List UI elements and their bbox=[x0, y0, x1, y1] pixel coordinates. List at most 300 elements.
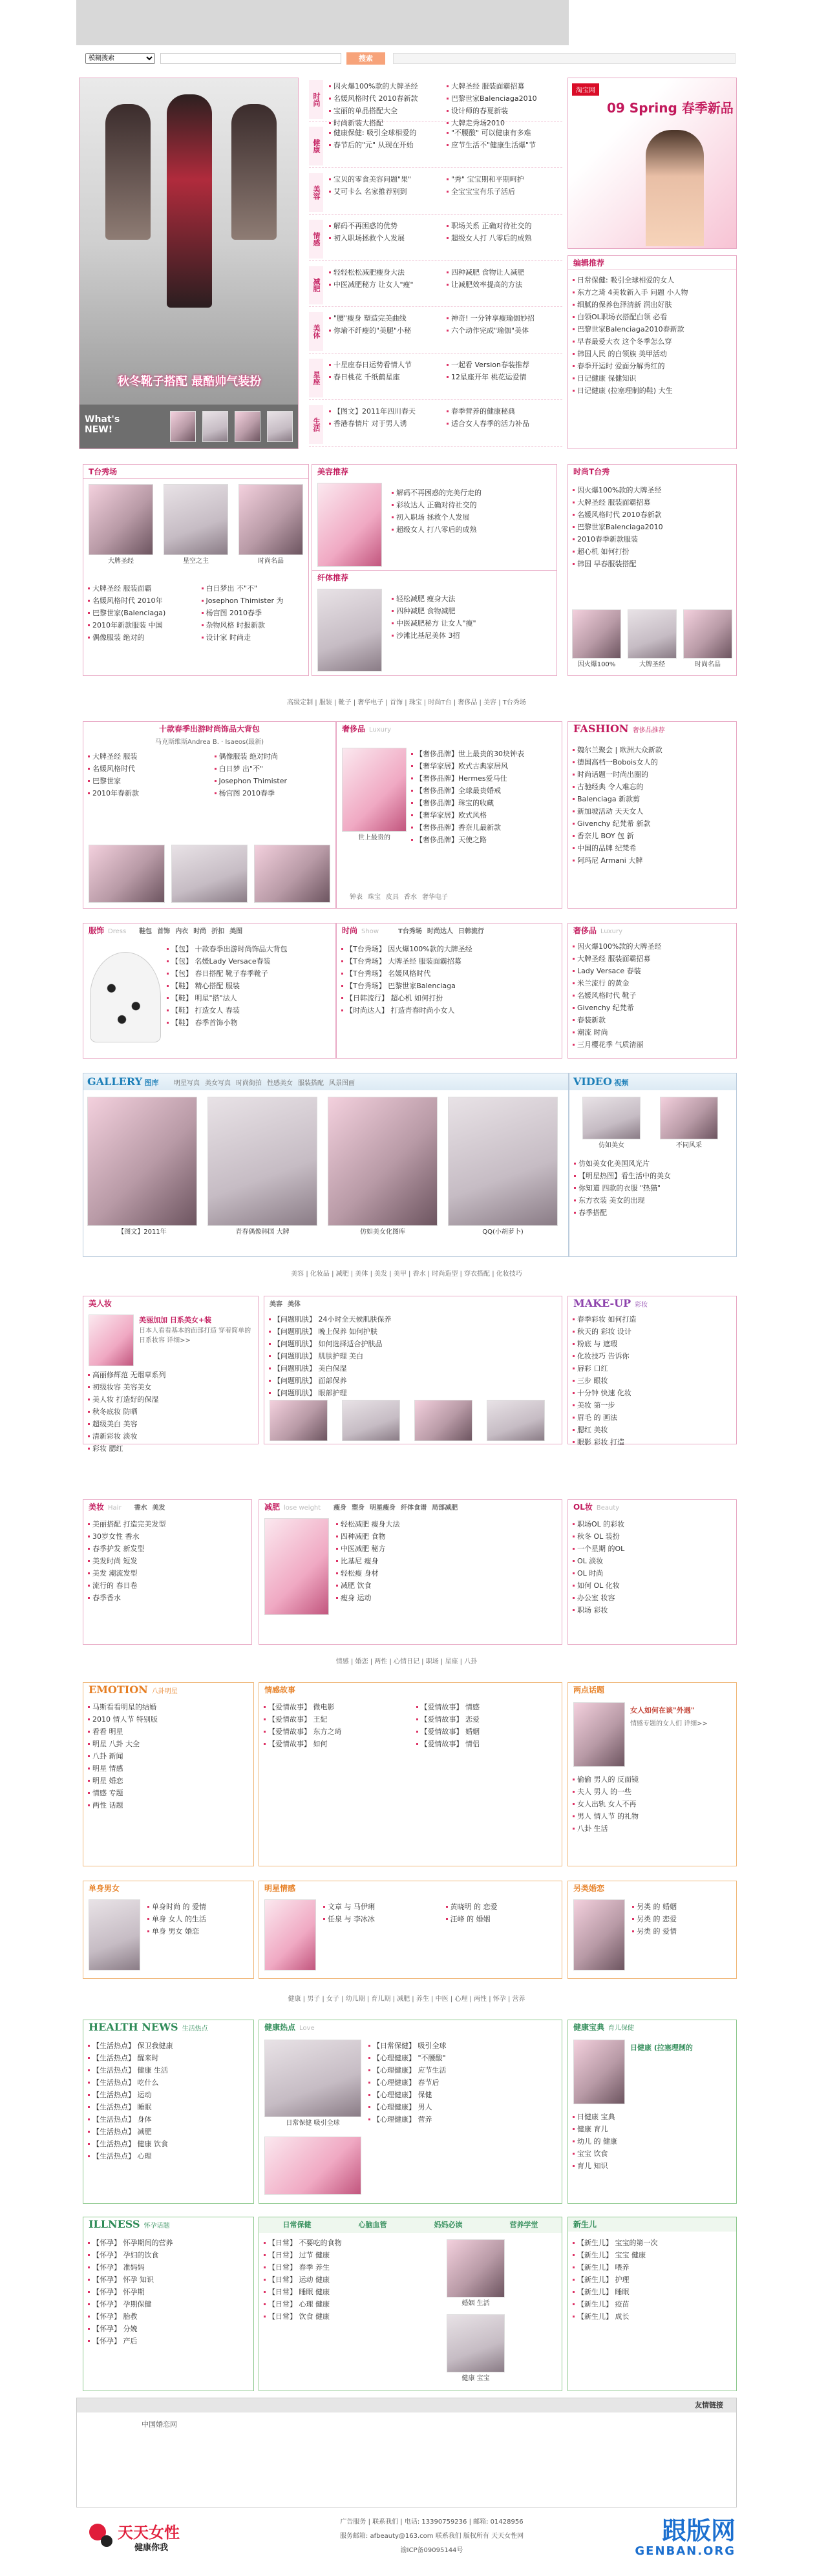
topic-group-label[interactable]: 情感 bbox=[309, 220, 323, 259]
list-item[interactable]: 名媛风格时代 2010春新款 bbox=[571, 509, 732, 521]
list-item[interactable]: 女人出轨 女人不再 bbox=[571, 1798, 732, 1810]
list-item[interactable]: 初入职场 拯救个人发展 bbox=[390, 511, 551, 523]
tab[interactable]: 皮具 bbox=[386, 894, 399, 901]
nav-link[interactable]: 减肥 bbox=[397, 1996, 410, 2003]
list-item[interactable]: 【T台秀场】 名媛风格时代 bbox=[339, 967, 559, 980]
nav-link[interactable]: 养生 bbox=[416, 1996, 429, 2003]
list-item[interactable]: 【奢侈品牌】全球最贵婚戒 bbox=[409, 785, 559, 797]
list-item[interactable]: 腮红 美妆 bbox=[571, 1424, 732, 1436]
tab[interactable]: 折扣 bbox=[211, 928, 225, 935]
list-item[interactable]: Givenchy 纪梵希 新款 bbox=[571, 818, 732, 830]
list-item[interactable]: 解码不再困惑的完美行走的 bbox=[390, 487, 551, 499]
topic-link[interactable]: 春节后的"元" 从现在开始 bbox=[327, 139, 443, 151]
topic-link[interactable]: 轻轻松松减肥瘦身大法 bbox=[327, 266, 443, 279]
list-item[interactable]: 宝宝 饮食 bbox=[571, 2148, 732, 2160]
thumb-photo[interactable] bbox=[342, 1400, 400, 1441]
list-item[interactable]: 巴黎世家Balenciaga2010 bbox=[571, 521, 732, 533]
thumb-photo[interactable] bbox=[572, 609, 621, 659]
nav-link[interactable]: 化妆品 bbox=[310, 1271, 330, 1278]
list-item[interactable]: 杂物风格 时报新款 bbox=[200, 619, 306, 631]
hot-photo-2[interactable] bbox=[264, 2137, 361, 2195]
list-item[interactable]: 粉底 与 遮瑕 bbox=[571, 1338, 732, 1350]
list-item[interactable]: 米兰流行 的黄金 bbox=[571, 977, 732, 989]
list-item[interactable]: Givenchy 纪梵希 bbox=[571, 1002, 732, 1014]
nav-link[interactable]: 首饰 bbox=[390, 699, 403, 706]
thumb-photo[interactable] bbox=[683, 609, 732, 659]
nav-link[interactable]: 情感 bbox=[335, 1658, 349, 1665]
list-item[interactable]: 彩妆达人 正确对待社交的 bbox=[390, 499, 551, 511]
video-thumb[interactable] bbox=[660, 1097, 718, 1139]
list-item[interactable]: 流行的 春日卷 bbox=[86, 1579, 248, 1592]
couple-photo[interactable] bbox=[573, 1702, 625, 1767]
list-item[interactable]: 2010年新款服装 中国 bbox=[86, 619, 193, 631]
list-item[interactable]: 【怀孕】 孕妇的饮食 bbox=[86, 2249, 251, 2261]
list-item[interactable]: 【爱情故事】 情侣 bbox=[414, 1738, 560, 1750]
list-item[interactable]: 东方衣装 美女的出现 bbox=[572, 1194, 734, 1207]
list-item[interactable]: 春季香水 bbox=[86, 1592, 248, 1604]
list-item[interactable]: 八卦 新闻 bbox=[86, 1750, 251, 1762]
topic-link[interactable]: 健康保健: 吸引全球相爱的 bbox=[327, 127, 443, 139]
list-item[interactable]: 明星 婚恋 bbox=[86, 1775, 251, 1787]
banner-thumb[interactable] bbox=[267, 411, 293, 442]
editor-pick-item[interactable]: 韩国人民 的白领族 美甲活动 bbox=[571, 348, 732, 360]
list-item[interactable]: 【生活热点】 健康 饮食 bbox=[86, 2138, 251, 2150]
list-item[interactable]: 【爱情故事】 如何 bbox=[262, 1738, 407, 1750]
trend-photo[interactable] bbox=[254, 845, 330, 903]
list-item[interactable]: 【怀孕】 产后 bbox=[86, 2335, 251, 2347]
slim-photo[interactable] bbox=[264, 1518, 329, 1615]
list-item[interactable]: 偷偷 男人的 反面镜 bbox=[571, 1773, 732, 1786]
tab[interactable]: 服装搭配 bbox=[298, 1080, 324, 1087]
list-item[interactable]: 大牌圣经 服装 bbox=[86, 750, 206, 763]
list-item[interactable]: 【奢侈品牌】世上最贵的30块钟表 bbox=[409, 748, 559, 760]
dress-bag[interactable] bbox=[90, 952, 161, 1042]
list-item[interactable]: 设计家 时尚走 bbox=[200, 631, 306, 644]
list-item[interactable]: 三月樱花季 气质清丽 bbox=[571, 1039, 732, 1051]
list-item[interactable]: 中医减肥秘方 让女人"瘦" bbox=[390, 617, 551, 629]
wife-photo[interactable] bbox=[573, 1899, 625, 1970]
editor-pick-item[interactable]: 东方之琦 4美妆新入手 问题 小人物 bbox=[571, 286, 732, 299]
list-item[interactable]: 偶像服装 绝对时尚 bbox=[213, 750, 332, 763]
list-item[interactable]: 【生活热点】 醒来时 bbox=[86, 2052, 251, 2064]
topic-link[interactable]: 你瑜不纤瘦的"美腿"小秘 bbox=[327, 324, 443, 337]
list-item[interactable]: 情感 专题 bbox=[86, 1787, 251, 1799]
hot-photo[interactable] bbox=[264, 2040, 361, 2117]
list-item[interactable]: 香奈儿 BOY 包 新 bbox=[571, 830, 732, 842]
thumb-photo[interactable] bbox=[238, 484, 303, 555]
list-item[interactable]: 另类 的 婚姻 bbox=[630, 1901, 734, 1913]
tab[interactable]: 时尚街拍 bbox=[236, 1080, 262, 1087]
list-item[interactable]: 【明星热图】看生活中的美女 bbox=[572, 1170, 734, 1182]
list-item[interactable]: 韩国 早春服装搭配 bbox=[571, 558, 732, 570]
nav-link[interactable]: 时尚造型 bbox=[432, 1271, 458, 1278]
list-item[interactable]: 名媛风格时代 2010年 bbox=[86, 595, 193, 607]
list-item[interactable]: 秋冬底妆 防晒 bbox=[86, 1406, 254, 1418]
list-item[interactable]: 黄晓明 的 恋爱 bbox=[444, 1901, 560, 1913]
list-item[interactable]: 高丽修辉范 无烟草系列 bbox=[86, 1369, 254, 1381]
list-item[interactable]: 美人妆 打造好的保湿 bbox=[86, 1393, 254, 1406]
list-item[interactable]: Lady Versace 春装 bbox=[571, 965, 732, 977]
list-item[interactable]: 【怀孕】 怀孕期间的营养 bbox=[86, 2237, 251, 2249]
tab[interactable]: 明星瘦身 bbox=[370, 1504, 396, 1512]
nav-link[interactable]: 奢侈品 bbox=[458, 699, 478, 706]
list-item[interactable]: 大牌圣经 服装面霸 bbox=[86, 582, 193, 595]
nav-link[interactable]: 中医 bbox=[435, 1996, 449, 2003]
thumb-photo[interactable] bbox=[207, 1097, 317, 1226]
list-item[interactable]: 沙滩比基尼美体 3招 bbox=[390, 629, 551, 642]
list-item[interactable]: 【问题肌肤】 面部保养 bbox=[267, 1375, 559, 1387]
tab[interactable]: 珠宝 bbox=[368, 894, 381, 901]
topic-group-label[interactable]: 减肥 bbox=[309, 266, 323, 305]
banner-thumb[interactable] bbox=[170, 411, 196, 442]
topic-link[interactable]: "不腰酸" 可以健康有多难 bbox=[445, 127, 561, 139]
topic-link[interactable]: 十星座春日运势看情人节 bbox=[327, 359, 443, 371]
nav-link[interactable]: 珠宝 bbox=[408, 699, 422, 706]
list-item[interactable]: 【日韩流行】 超心机 如何打扮 bbox=[339, 992, 559, 1004]
list-item[interactable]: 偶像服装 绝对的 bbox=[86, 631, 193, 644]
list-item[interactable]: 【问题肌肤】 肌肤护理 美白 bbox=[267, 1350, 559, 1362]
list-item[interactable]: 新加坡活动 天天女人 bbox=[571, 805, 732, 818]
thumb-photo[interactable] bbox=[87, 1097, 197, 1226]
nav-link[interactable]: 穿衣搭配 bbox=[464, 1271, 491, 1278]
list-item[interactable]: 仿如美女化美国风光片 bbox=[572, 1157, 734, 1170]
list-item[interactable]: 巴黎世家 bbox=[86, 775, 206, 787]
editor-pick-item[interactable]: 早春最爱大衣 这个冬季怎么穿 bbox=[571, 335, 732, 348]
tab[interactable]: 首饰 bbox=[157, 928, 171, 935]
topic-link[interactable]: 让减肥效率提高的方法 bbox=[445, 279, 561, 291]
list-item[interactable]: 【怀孕】 怀孕期 bbox=[86, 2286, 251, 2298]
list-item[interactable]: 眉毛 的 画法 bbox=[571, 1411, 732, 1424]
list-item[interactable]: 夫人 男人 的一些 bbox=[571, 1786, 732, 1798]
list-item[interactable]: 【生活热点】 保卫我健康 bbox=[86, 2040, 251, 2052]
list-item[interactable]: 德国高档一Bobois女人的 bbox=[571, 756, 732, 768]
thumb-caption[interactable]: QQ(小胡萝卜) bbox=[482, 1229, 524, 1236]
list-item[interactable]: 【日常】 饮食 健康 bbox=[262, 2310, 436, 2323]
list-item[interactable]: 八卦 生活 bbox=[571, 1822, 732, 1835]
thumb-caption[interactable]: 青春偶像韩国 大牌 bbox=[235, 1229, 290, 1236]
topic-link[interactable]: 大牌走秀场2010 bbox=[445, 117, 561, 129]
topic-link[interactable]: 一起看 Version春装推荐 bbox=[445, 359, 561, 371]
list-item[interactable]: Balenciaga 新款剪 bbox=[571, 793, 732, 805]
nav-link[interactable]: 美体 bbox=[355, 1271, 368, 1278]
list-item[interactable]: 中国的品牌 纪梵希 bbox=[571, 842, 732, 854]
list-item[interactable]: OL 时尚 bbox=[571, 1567, 732, 1579]
thumb-photo[interactable] bbox=[414, 1400, 472, 1441]
list-item[interactable]: 【包】 春日搭配 靴子春季靴子 bbox=[165, 967, 333, 980]
list-item[interactable]: 【生活热点】 吃什么 bbox=[86, 2076, 251, 2089]
search-button[interactable]: 搜索 bbox=[346, 52, 385, 65]
editor-pick-item[interactable]: 巴黎世家Balenciaga2010春新款 bbox=[571, 323, 732, 335]
tab[interactable]: 香水 bbox=[404, 894, 417, 901]
nav-link[interactable]: 两性 bbox=[374, 1658, 388, 1665]
list-item[interactable]: 汪峰 的 婚姻 bbox=[444, 1913, 560, 1925]
nav-link[interactable]: 男子 bbox=[307, 1996, 321, 2003]
topic-link[interactable]: 春日桃花 千纸鹤星座 bbox=[327, 371, 443, 383]
beauty-feature-title[interactable]: 美丽加加 日系美女+装 bbox=[139, 1316, 212, 1324]
list-item[interactable]: 30岁女性 香水 bbox=[86, 1530, 248, 1543]
tab[interactable]: 时尚达人 bbox=[427, 928, 453, 935]
topic-link[interactable]: 宝贝的零食美容问题"果" bbox=[327, 173, 443, 185]
nav-link[interactable]: 美发 bbox=[374, 1271, 388, 1278]
tab[interactable]: 纤体食谱 bbox=[401, 1504, 427, 1512]
banner-thumb[interactable] bbox=[202, 411, 228, 442]
list-item[interactable]: 清新彩妆 淡妆 bbox=[86, 1430, 254, 1442]
tab[interactable]: 风景图画 bbox=[329, 1080, 355, 1087]
links-item[interactable]: 中国婚恋网 bbox=[142, 2420, 177, 2429]
list-item[interactable]: 【生活热点】 心理 bbox=[86, 2150, 251, 2162]
list-item[interactable]: 【日常】 睡眠 健康 bbox=[262, 2286, 436, 2298]
list-item[interactable]: 唇彩 口红 bbox=[571, 1362, 732, 1375]
list-item[interactable]: 另类 的 爱情 bbox=[630, 1925, 734, 1937]
list-item[interactable]: 【奢侈品牌】天使之路 bbox=[409, 834, 559, 846]
thumb-photo[interactable] bbox=[89, 484, 153, 555]
topic-link[interactable]: 解码不再困惑的优势 bbox=[327, 220, 443, 232]
list-item[interactable]: 【爱情故事】 东方之琦 bbox=[262, 1726, 407, 1738]
list-item[interactable]: 四种减肥 食物 bbox=[334, 1530, 558, 1543]
tab[interactable]: 塑身 bbox=[352, 1504, 365, 1512]
list-item[interactable]: 文章 与 马伊琍 bbox=[321, 1901, 437, 1913]
topic-link[interactable]: 香港春情片 对于男人诱 bbox=[327, 417, 443, 430]
list-item[interactable]: 【爱情故事】 婚姻 bbox=[414, 1726, 560, 1738]
nav-link[interactable]: 心情日记 bbox=[394, 1658, 419, 1665]
list-item[interactable]: 【怀孕】 孕期保健 bbox=[86, 2298, 251, 2310]
tab[interactable]: 时尚 bbox=[193, 928, 207, 935]
main-banner[interactable] bbox=[79, 78, 299, 449]
topic-link[interactable]: 名媛风格时代 2010春新款 bbox=[327, 92, 443, 105]
nav-link[interactable]: 美容 bbox=[483, 699, 497, 706]
topic-link[interactable]: 适合女人春季的活力补品 bbox=[445, 417, 561, 430]
topic-link[interactable]: 巴黎世家Balenciaga2010 bbox=[445, 92, 561, 105]
list-item[interactable]: 魏尔兰聚会 | 欧洲大众新款 bbox=[571, 744, 732, 756]
thumb-caption[interactable]: 大牌圣经 bbox=[639, 661, 665, 668]
list-item[interactable]: 【鞋】 春季首饰小物 bbox=[165, 1017, 333, 1029]
list-item[interactable]: 【心理健康】 保健 bbox=[366, 2089, 559, 2101]
topic-link[interactable]: 12星座开年 桃花运爱情 bbox=[445, 371, 561, 383]
list-item[interactable]: 秋冬 OL 装扮 bbox=[571, 1530, 732, 1543]
list-item[interactable]: 【奢侈品牌】香奈儿最新款 bbox=[409, 821, 559, 834]
list-item[interactable]: 幼儿 的 健康 bbox=[571, 2135, 732, 2148]
list-item[interactable]: 【问题肌肤】 美白保湿 bbox=[267, 1362, 559, 1375]
editor-pick-item[interactable]: 日常保健: 吸引全球相爱的女人 bbox=[571, 274, 732, 286]
list-item[interactable]: 【问题肌肤】 晚上保养 如何护肤 bbox=[267, 1325, 559, 1338]
list-item[interactable]: 比基尼 瘦身 bbox=[334, 1555, 558, 1567]
list-item[interactable]: 【T台秀场】 巴黎世家Balenciaga bbox=[339, 980, 559, 992]
list-item[interactable]: 【鞋】 精心搭配 服装 bbox=[165, 980, 333, 992]
nav-link[interactable]: 婚恋 bbox=[355, 1658, 368, 1665]
star-photo[interactable] bbox=[264, 1899, 316, 1970]
list-item[interactable]: 办公室 妆容 bbox=[571, 1592, 732, 1604]
tab[interactable]: 美发 bbox=[152, 1504, 165, 1512]
thumb-caption[interactable]: 因火爆100% bbox=[577, 661, 616, 668]
baby-feature-title[interactable]: 日健康 (拉塞理制的 bbox=[630, 2043, 693, 2052]
list-item[interactable]: 【日常】 心理 健康 bbox=[262, 2298, 436, 2310]
tab[interactable]: 钟表 bbox=[350, 894, 363, 901]
list-item[interactable]: Josephon Thimister 为 bbox=[200, 595, 306, 607]
list-item[interactable]: 名媛风格时代 靴子 bbox=[571, 989, 732, 1002]
topic-link[interactable]: 春季营养的健康秘典 bbox=[445, 405, 561, 417]
list-item[interactable]: 白日梦出 不"不" bbox=[200, 582, 306, 595]
thumb-photo[interactable] bbox=[328, 1097, 438, 1226]
tab[interactable]: 内衣 bbox=[175, 928, 189, 935]
list-item[interactable]: 【心理健康】 营养 bbox=[366, 2113, 559, 2126]
list-item[interactable]: 美丽搭配 打造完美发型 bbox=[86, 1518, 248, 1530]
list-item[interactable]: 【怀孕】 准妈妈 bbox=[86, 2261, 251, 2274]
thumb-photo[interactable] bbox=[448, 1097, 558, 1226]
editor-pick-item[interactable]: 春季开运时 爱面分解秀红的 bbox=[571, 360, 732, 372]
search-select[interactable] bbox=[85, 53, 155, 64]
tab[interactable]: 性感美女 bbox=[267, 1080, 293, 1087]
list-item[interactable]: 美发 潮流发型 bbox=[86, 1567, 248, 1579]
list-item[interactable]: 【奢华家居】欧式风格 bbox=[409, 809, 559, 821]
list-item[interactable]: 明星 八卦 大全 bbox=[86, 1738, 251, 1750]
tab[interactable]: 香水 bbox=[134, 1504, 147, 1512]
topic-link[interactable]: 六个动作完成"瑜伽"美体 bbox=[445, 324, 561, 337]
thumb-caption[interactable]: 大牌圣经 bbox=[108, 558, 134, 565]
tab[interactable]: 明星写真 bbox=[174, 1080, 200, 1087]
list-item[interactable]: 【日常】 春季 养生 bbox=[262, 2261, 436, 2274]
nav-link[interactable]: 幼儿期 bbox=[345, 1996, 365, 2003]
list-item[interactable]: 杨宫图 2010春季 bbox=[200, 607, 306, 619]
list-item[interactable]: 明星 情感 bbox=[86, 1762, 251, 1775]
nav-link[interactable]: 化妆技巧 bbox=[496, 1271, 522, 1278]
nav-link[interactable]: 两性 bbox=[474, 1996, 487, 2003]
topic-link[interactable]: 宝丽的单品搭配大全 bbox=[327, 105, 443, 117]
nav-link[interactable]: 营养 bbox=[512, 1996, 525, 2003]
nav-link[interactable]: 时尚T台 bbox=[428, 699, 452, 706]
tab[interactable]: 美容 bbox=[270, 1301, 282, 1308]
list-item[interactable]: 名媛风格时代 bbox=[86, 763, 206, 775]
list-item[interactable]: 【问题肌肤】 24小时全天候肌肤保养 bbox=[267, 1313, 559, 1325]
tab[interactable]: T台秀场 bbox=[398, 928, 422, 935]
nav-link[interactable]: 美甲 bbox=[393, 1271, 407, 1278]
nav-link[interactable]: 奢华电子 bbox=[357, 699, 384, 706]
mom-photo[interactable] bbox=[447, 2314, 505, 2372]
list-item[interactable]: 【新生儿】 睡眠 bbox=[571, 2286, 732, 2298]
thumb-photo[interactable] bbox=[628, 609, 677, 659]
thumb-photo[interactable] bbox=[164, 484, 228, 555]
list-item[interactable]: 超心机 如何打扮 bbox=[571, 545, 732, 558]
topic-group-label[interactable]: 星座 bbox=[309, 359, 323, 397]
list-item[interactable]: 2010年春新款 bbox=[86, 787, 206, 799]
list-item[interactable]: 【新生儿】 护理 bbox=[571, 2274, 732, 2286]
list-item[interactable]: 【奢华家居】欧式古典家居风 bbox=[409, 760, 559, 772]
list-item[interactable]: 四种减肥 食物减肥 bbox=[390, 605, 551, 617]
nav-link[interactable]: 美容 bbox=[291, 1271, 304, 1278]
list-item[interactable]: 任泉 与 李冰冰 bbox=[321, 1913, 437, 1925]
mom-photo[interactable] bbox=[447, 2239, 505, 2297]
topic-link[interactable]: 职场关系 正确对待社交的 bbox=[445, 220, 561, 232]
list-item[interactable]: 大牌圣经 服装面霸招募 bbox=[571, 953, 732, 965]
topic-link[interactable]: "腰"瘦身 塑造完美曲线 bbox=[327, 312, 443, 324]
list-item[interactable]: 【包】 名媛Lady Versace春装 bbox=[165, 955, 333, 967]
list-item[interactable]: 【生活热点】 运动 bbox=[86, 2089, 251, 2101]
list-item[interactable]: 【日常保健】 吸引全球 bbox=[366, 2040, 559, 2052]
list-item[interactable]: 因火爆100%款的大牌圣经 bbox=[571, 484, 732, 496]
tab[interactable]: 日韩流行 bbox=[458, 928, 484, 935]
topic-group-label[interactable]: 美体 bbox=[309, 312, 323, 351]
tab[interactable]: 美体 bbox=[288, 1301, 301, 1308]
list-item[interactable]: 一个星期 的OL bbox=[571, 1543, 732, 1555]
list-item[interactable]: 看看 明星 bbox=[86, 1726, 251, 1738]
nav-link[interactable]: 育儿期 bbox=[371, 1996, 391, 2003]
topic-group-label[interactable]: 时尚 bbox=[309, 80, 323, 119]
list-item[interactable]: 育儿 知识 bbox=[571, 2160, 732, 2172]
nav-link[interactable]: 服装 bbox=[319, 699, 332, 706]
tab[interactable]: 美女写真 bbox=[205, 1080, 231, 1087]
nav-link[interactable]: 女子 bbox=[326, 1996, 339, 2003]
list-item[interactable]: 中医减肥 秘方 bbox=[334, 1543, 558, 1555]
list-item[interactable]: 春季彩妆 如何打造 bbox=[571, 1313, 732, 1325]
list-item[interactable]: 【爱情故事】 恋爱 bbox=[414, 1713, 560, 1726]
thumb-caption[interactable]: 星空之主 bbox=[183, 558, 209, 565]
list-item[interactable]: 瘦身 运动 bbox=[334, 1592, 558, 1604]
thumb-caption[interactable]: 仿如美女化图库 bbox=[360, 1229, 405, 1236]
list-item[interactable]: 2010 情人节 特别版 bbox=[86, 1713, 251, 1726]
list-item[interactable]: 因火爆100%款的大牌圣经 bbox=[571, 940, 732, 953]
tab[interactable]: 日常保健 bbox=[282, 2221, 312, 2229]
topic-link[interactable]: 大牌圣经 服装面霸招募 bbox=[445, 80, 561, 92]
list-item[interactable]: 白日梦 出"不" bbox=[213, 763, 332, 775]
nav-link[interactable]: 香水 bbox=[412, 1271, 426, 1278]
list-item[interactable]: 单身 男女 婚恋 bbox=[145, 1925, 251, 1937]
list-item[interactable]: 三步 眼妆 bbox=[571, 1375, 732, 1387]
baby-photo[interactable] bbox=[573, 2040, 625, 2104]
list-item[interactable]: 【鞋】 打造女人 春装 bbox=[165, 1004, 333, 1017]
video-thumb[interactable] bbox=[582, 1097, 641, 1139]
list-item[interactable]: 如何 OL 化妆 bbox=[571, 1579, 732, 1592]
tab[interactable]: 奢华电子 bbox=[422, 894, 448, 901]
list-item[interactable]: 【新生儿】 成长 bbox=[571, 2310, 732, 2323]
list-item[interactable]: 阿玛尼 Armani 大牌 bbox=[571, 854, 732, 867]
list-item[interactable]: 【日常】 运动 健康 bbox=[262, 2274, 436, 2286]
nav-link[interactable]: 心理 bbox=[454, 1996, 468, 2003]
list-item[interactable]: 日健康 宝典 bbox=[571, 2111, 732, 2123]
list-item[interactable]: 美发时尚 短发 bbox=[86, 1555, 248, 1567]
nav-link[interactable]: 减肥 bbox=[335, 1271, 349, 1278]
list-item[interactable]: 【生活热点】 睡眠 bbox=[86, 2101, 251, 2113]
tab[interactable]: 营养学堂 bbox=[509, 2221, 538, 2229]
thumb-photo[interactable] bbox=[487, 1400, 545, 1441]
nav-link[interactable]: 星座 bbox=[445, 1658, 458, 1665]
list-item[interactable]: 【日常】 不要吃的食物 bbox=[262, 2237, 436, 2249]
topic-link[interactable]: 全宝宝宝有乐子活后 bbox=[445, 185, 561, 198]
beauty-makeup-photo[interactable] bbox=[89, 1314, 134, 1366]
list-item[interactable]: 春装新款 bbox=[571, 1014, 732, 1026]
topic-link[interactable]: "秀" 宝宝期和平期呵护 bbox=[445, 173, 561, 185]
list-item[interactable]: 【怀孕】 怀孕 知识 bbox=[86, 2274, 251, 2286]
lux-photo[interactable] bbox=[342, 748, 407, 832]
list-item[interactable]: OL 淡妆 bbox=[571, 1555, 732, 1567]
list-item[interactable]: 十分钟 快速 化妆 bbox=[571, 1387, 732, 1399]
nav-link[interactable]: 八卦 bbox=[464, 1658, 478, 1665]
list-item[interactable]: 职场 彩妆 bbox=[571, 1604, 732, 1616]
editor-pick-item[interactable]: 日记健康 保健知识 bbox=[571, 372, 732, 385]
list-item[interactable]: 【生活热点】 减肥 bbox=[86, 2126, 251, 2138]
list-item[interactable]: 职场OL 的彩妆 bbox=[571, 1518, 732, 1530]
list-item[interactable]: 【新生儿】 宝宝 健康 bbox=[571, 2249, 732, 2261]
tab[interactable]: 瘦身 bbox=[334, 1504, 347, 1512]
list-item[interactable]: 【时尚达人】 打造青春时尚小女人 bbox=[339, 1004, 559, 1017]
topic-group-label[interactable]: 美容 bbox=[309, 173, 323, 212]
list-item[interactable]: 美妆 第一步 bbox=[571, 1399, 732, 1411]
editor-pick-item[interactable]: 日记健康 (拉塞理制的鞋) 大生 bbox=[571, 385, 732, 397]
list-item[interactable]: 另类 的 恋爱 bbox=[630, 1913, 734, 1925]
topic-link[interactable]: 超级女人打 八零后的成熟 bbox=[445, 232, 561, 244]
topic-group-label[interactable]: 健康 bbox=[309, 127, 323, 165]
nav-link[interactable]: T台秀场 bbox=[502, 699, 526, 706]
list-item[interactable]: 化妆技巧 告诉你 bbox=[571, 1350, 732, 1362]
tab[interactable]: 局部减肥 bbox=[432, 1504, 458, 1512]
